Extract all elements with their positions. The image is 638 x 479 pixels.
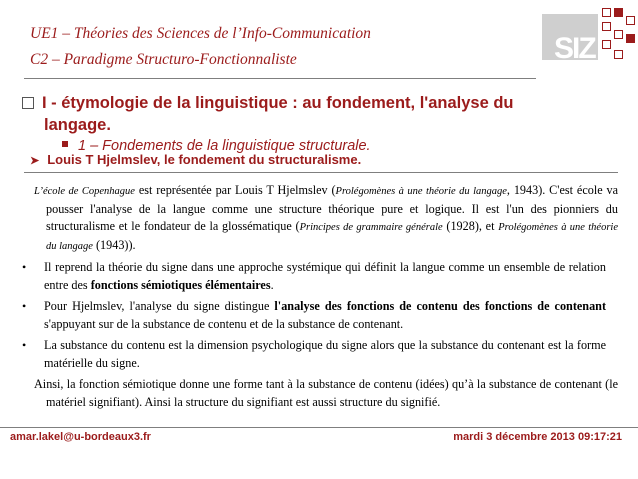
footer-divider — [0, 427, 638, 428]
arrow-bullet-icon: ➤ — [30, 155, 40, 167]
section-heading — [22, 92, 622, 136]
logo-square-icon — [614, 8, 623, 17]
logo-square-icon — [614, 50, 623, 59]
course-subtitle: C2 – Paradigme Structuro-Fonctionnaliste — [30, 51, 297, 68]
university-logo — [534, 0, 638, 80]
topic-heading-text: Louis T Hjelmslev, le fondement du structuralisme. — [47, 152, 362, 167]
bullet-icon: • — [22, 260, 27, 274]
slide-header — [0, 0, 638, 80]
logo-block — [542, 14, 598, 65]
logo-square-icon — [602, 40, 611, 49]
list-item: • Il reprend la théorie du signe dans une approche systémique qui définit la langue comme un ensemble de relation entre des fonctions sémiotiques élémentaires. — [22, 260, 606, 292]
bullet-icon: • — [22, 338, 27, 352]
section-heading-line1: I - étymologie de la linguistique : au fondement, l'analyse du — [42, 94, 514, 112]
topic-divider — [24, 172, 618, 173]
course-title: UE1 – Théories des Sciences de l’Info-Communication — [30, 25, 371, 42]
bullet-icon: • — [22, 299, 27, 313]
logo-square-icon — [614, 30, 623, 39]
conclusion-paragraph: Ainsi, la fonction sémiotique donne une forme tant à la substance de contenu (idées) qu’à la substance de contenant (le matériel signifiant). Ainsi la structure du signifiant est aussi structure du signifié. — [34, 377, 618, 409]
footer-email: amar.lakel@u-bordeaux3.fr — [10, 431, 151, 443]
square-bullet-icon — [62, 141, 68, 147]
logo-square-icon — [602, 22, 611, 31]
logo-lettering: SIZ — [554, 32, 595, 65]
slide-body — [22, 182, 618, 415]
logo-square-icon — [626, 16, 635, 25]
footer-date: mardi 3 décembre 2013 09:17:21 — [453, 431, 622, 443]
checkbox-bullet-icon — [22, 97, 34, 109]
topic-heading — [30, 152, 361, 167]
list-item: • Pour Hjelmslev, l'analyse du signe distingue l'analyse des fonctions de contenu des fonctions de contenant s'appuyant sur de la substance de contenu et de la substance de contenant. — [22, 299, 606, 331]
header-divider — [24, 78, 536, 79]
logo-square-icon — [602, 8, 611, 17]
section-heading-line2: langage. — [44, 116, 111, 134]
subsection-heading-text: 1 – Fondements de la linguistique structurale. — [78, 138, 371, 154]
logo-square-icon — [626, 34, 635, 43]
intro-paragraph: L’école de Copenhague est représentée par Louis T Hjelmslev (Prolégomènes à une théorie du langage, 1943). C'est école va pousser l'analyse de la langue comme une structure théorique pure et logique. Il est l'un des pionniers du structuralisme et le fondateur de la glossématique (Principes de grammaire générale (1928), et Prolégomènes à une théorie du langage (1943)). — [34, 183, 618, 252]
list-item: • La substance du contenu est la dimension psychologique du signe alors que la substance du contenant est la forme matérielle du signe. — [22, 338, 606, 370]
